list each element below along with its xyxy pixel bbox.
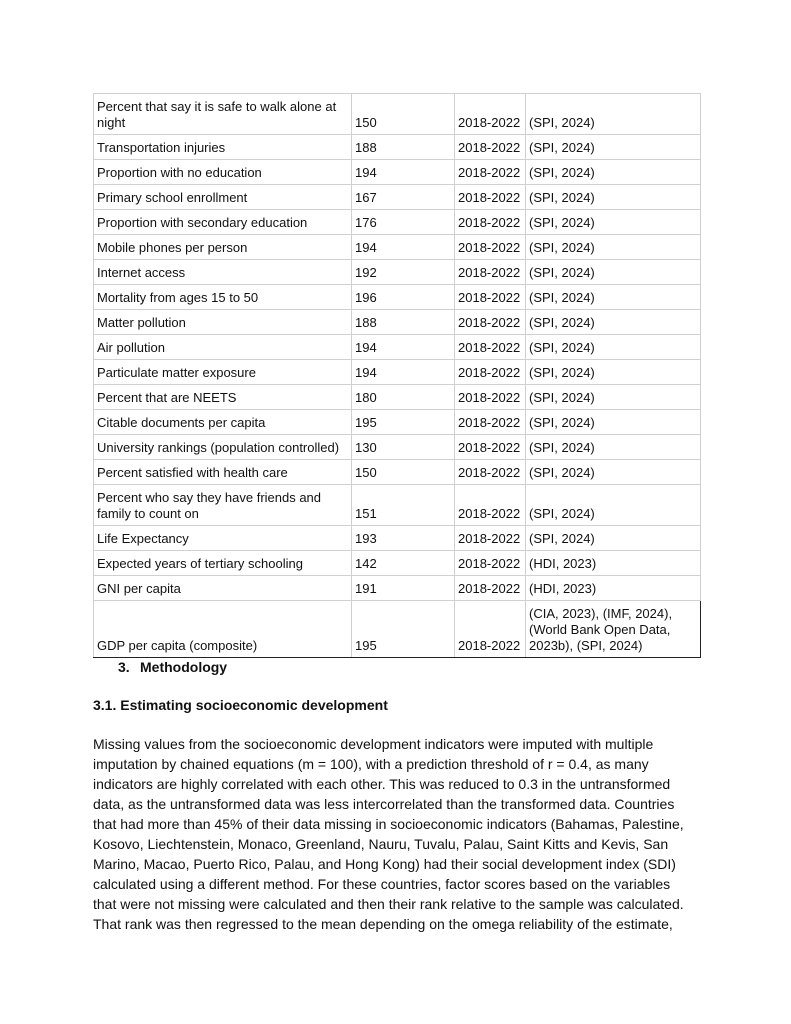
table-row bbox=[94, 185, 701, 210]
source-cell: (SPI, 2024) bbox=[526, 160, 701, 185]
indicator-cell: Transportation injuries bbox=[94, 135, 352, 160]
count-cell: 188 bbox=[352, 135, 455, 160]
source-cell: (SPI, 2024) bbox=[526, 135, 701, 160]
source-cell: (SPI, 2024) bbox=[526, 310, 701, 335]
indicator-cell: Expected years of tertiary schooling bbox=[94, 551, 352, 576]
count-cell: 176 bbox=[352, 210, 455, 235]
indicator-cell: Life Expectancy bbox=[94, 526, 352, 551]
count-cell: 192 bbox=[352, 260, 455, 285]
paragraph-line: that had more than 45% of their data missing in socioeconomic indicators (Bahamas, Palestine, bbox=[93, 816, 684, 832]
table-row bbox=[94, 385, 701, 410]
table-row bbox=[94, 310, 701, 335]
source-cell: (SPI, 2024) bbox=[526, 94, 701, 135]
indicator-cell: Air pollution bbox=[94, 335, 352, 360]
table-row bbox=[94, 485, 701, 526]
years-cell: 2018-2022 bbox=[455, 335, 526, 360]
years-cell: 2018-2022 bbox=[455, 576, 526, 601]
paragraph-line: Missing values from the socioeconomic development indicators were imputed with multiple bbox=[93, 736, 654, 752]
indicator-cell: Matter pollution bbox=[94, 310, 352, 335]
table-row bbox=[94, 460, 701, 485]
table-row bbox=[94, 94, 701, 135]
count-cell: 150 bbox=[352, 460, 455, 485]
source-cell: (SPI, 2024) bbox=[526, 285, 701, 310]
years-cell: 2018-2022 bbox=[455, 485, 526, 526]
years-cell: 2018-2022 bbox=[455, 385, 526, 410]
indicator-cell: Percent satisfied with health care bbox=[94, 460, 352, 485]
count-cell: 150 bbox=[352, 94, 455, 135]
years-cell: 2018-2022 bbox=[455, 94, 526, 135]
indicator-cell: GDP per capita (composite) bbox=[94, 601, 352, 658]
count-cell: 188 bbox=[352, 310, 455, 335]
indicator-cell: Particulate matter exposure bbox=[94, 360, 352, 385]
table-row bbox=[94, 435, 701, 460]
indicator-cell: University rankings (population controlled) bbox=[94, 435, 352, 460]
indicator-cell: Citable documents per capita bbox=[94, 410, 352, 435]
table-row bbox=[94, 601, 701, 658]
years-cell: 2018-2022 bbox=[455, 160, 526, 185]
source-cell: (SPI, 2024) bbox=[526, 410, 701, 435]
source-cell: (SPI, 2024) bbox=[526, 185, 701, 210]
count-cell: 194 bbox=[352, 235, 455, 260]
count-cell: 194 bbox=[352, 335, 455, 360]
years-cell: 2018-2022 bbox=[455, 551, 526, 576]
count-cell: 167 bbox=[352, 185, 455, 210]
table-row bbox=[94, 410, 701, 435]
years-cell: 2018-2022 bbox=[455, 285, 526, 310]
years-cell: 2018-2022 bbox=[455, 135, 526, 160]
count-cell: 195 bbox=[352, 410, 455, 435]
table-row bbox=[94, 551, 701, 576]
years-cell: 2018-2022 bbox=[455, 310, 526, 335]
source-cell: (SPI, 2024) bbox=[526, 260, 701, 285]
years-cell: 2018-2022 bbox=[455, 235, 526, 260]
section-heading bbox=[118, 659, 227, 675]
source-cell: (SPI, 2024) bbox=[526, 210, 701, 235]
source-cell: (SPI, 2024) bbox=[526, 235, 701, 260]
years-cell: 2018-2022 bbox=[455, 410, 526, 435]
table-row bbox=[94, 235, 701, 260]
table-row bbox=[94, 285, 701, 310]
source-cell: (SPI, 2024) bbox=[526, 460, 701, 485]
source-cell: (CIA, 2023), (IMF, 2024), (World Bank Open Data, 2023b), (SPI, 2024) bbox=[526, 601, 701, 658]
years-cell: 2018-2022 bbox=[455, 601, 526, 658]
years-cell: 2018-2022 bbox=[455, 460, 526, 485]
table-row bbox=[94, 526, 701, 551]
indicator-cell: Proportion with no education bbox=[94, 160, 352, 185]
indicator-cell: Proportion with secondary education bbox=[94, 210, 352, 235]
source-cell: (SPI, 2024) bbox=[526, 435, 701, 460]
years-cell: 2018-2022 bbox=[455, 185, 526, 210]
indicator-cell: Mortality from ages 15 to 50 bbox=[94, 285, 352, 310]
years-cell: 2018-2022 bbox=[455, 260, 526, 285]
table-row bbox=[94, 335, 701, 360]
indicators-table bbox=[93, 93, 701, 658]
count-cell: 142 bbox=[352, 551, 455, 576]
paragraph-line: data, as the untransformed data was less intercorrelated than the transformed data. Countries bbox=[93, 796, 675, 812]
years-cell: 2018-2022 bbox=[455, 435, 526, 460]
paragraph-line: That rank was then regressed to the mean depending on the omega reliability of the estimate, bbox=[93, 916, 673, 932]
section-title: Methodology bbox=[140, 659, 228, 675]
count-cell: 151 bbox=[352, 485, 455, 526]
source-cell: (HDI, 2023) bbox=[526, 551, 701, 576]
table-row bbox=[94, 260, 701, 285]
paragraph-line: calculated using a different method. For these countries, factor scores based on the variables bbox=[93, 876, 671, 892]
indicator-cell: Percent who say they have friends and family to count on bbox=[94, 485, 352, 526]
paragraph-line: indicators are highly correlated with each other. This was reduced to 0.3 in the untransformed bbox=[93, 776, 671, 792]
years-cell: 2018-2022 bbox=[455, 210, 526, 235]
indicator-cell: Internet access bbox=[94, 260, 352, 285]
table-row bbox=[94, 160, 701, 185]
count-cell: 194 bbox=[352, 160, 455, 185]
table-row bbox=[94, 360, 701, 385]
source-cell: (HDI, 2023) bbox=[526, 576, 701, 601]
section-number: 3. bbox=[118, 659, 130, 675]
source-cell: (SPI, 2024) bbox=[526, 485, 701, 526]
body-paragraph bbox=[93, 734, 703, 934]
source-cell: (SPI, 2024) bbox=[526, 526, 701, 551]
source-cell: (SPI, 2024) bbox=[526, 385, 701, 410]
subsection-heading: 3.1. Estimating socioeconomic development bbox=[93, 697, 388, 713]
count-cell: 195 bbox=[352, 601, 455, 658]
paragraph-line: Kosovo, Liechtenstein, Monaco, Greenland, Nauru, Tuvalu, Palau, Saint Kitts and Kevis, San bbox=[93, 836, 669, 852]
years-cell: 2018-2022 bbox=[455, 360, 526, 385]
indicator-cell: Primary school enrollment bbox=[94, 185, 352, 210]
count-cell: 196 bbox=[352, 285, 455, 310]
table-row bbox=[94, 210, 701, 235]
count-cell: 193 bbox=[352, 526, 455, 551]
paragraph-line: imputation by chained equations (m = 100), with a prediction threshold of r = 0.4, as many bbox=[93, 756, 649, 772]
years-cell: 2018-2022 bbox=[455, 526, 526, 551]
indicator-cell: GNI per capita bbox=[94, 576, 352, 601]
paragraph-line: Marino, Macao, Puerto Rico, Palau, and Hong Kong) had their social development index (SDI) bbox=[93, 856, 676, 872]
count-cell: 194 bbox=[352, 360, 455, 385]
source-cell: (SPI, 2024) bbox=[526, 360, 701, 385]
count-cell: 191 bbox=[352, 576, 455, 601]
table-row bbox=[94, 576, 701, 601]
source-cell: (SPI, 2024) bbox=[526, 335, 701, 360]
indicator-cell: Percent that say it is safe to walk alone at night bbox=[94, 94, 352, 135]
indicator-cell: Percent that are NEETS bbox=[94, 385, 352, 410]
table-row bbox=[94, 135, 701, 160]
count-cell: 180 bbox=[352, 385, 455, 410]
indicator-cell: Mobile phones per person bbox=[94, 235, 352, 260]
count-cell: 130 bbox=[352, 435, 455, 460]
paragraph-line: that were not missing were calculated and then their rank relative to the sample was calculated. bbox=[93, 896, 684, 912]
